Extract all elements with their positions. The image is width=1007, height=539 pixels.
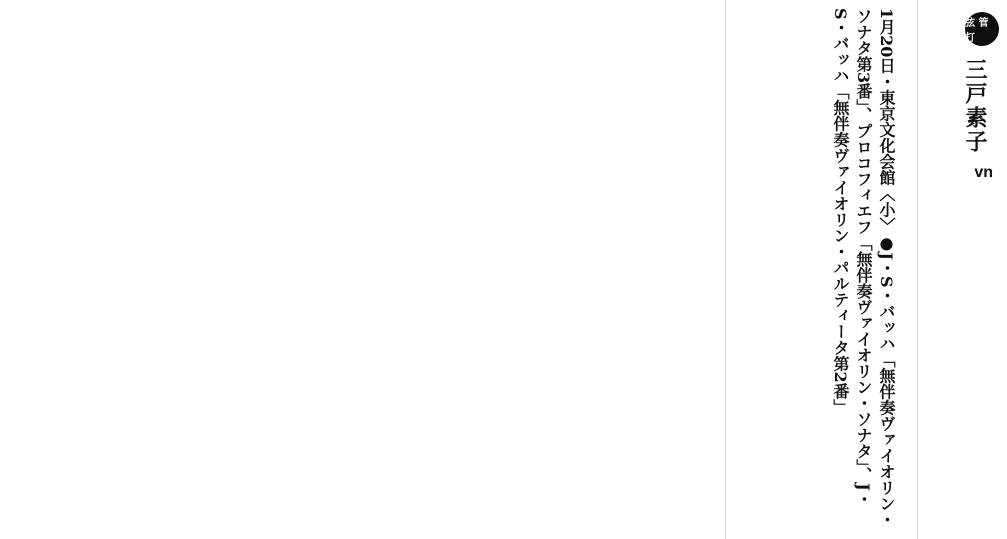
divider-line <box>917 0 918 539</box>
category-badge <box>965 12 999 46</box>
review-left-column <box>0 8 718 531</box>
category-label: 弦 管 打 <box>965 18 989 44</box>
review-header <box>920 0 1007 539</box>
concert-heading: 1月20日・東京文化会館〈小〉●J・S・バッハ「無伴奏ヴァイオリン・ソナタ第3番」、プロコフィエフ「無伴奏ヴァイオリン・ソナタ」、J・S・バッハ「無伴奏ヴァイオリン・パルティータ第2番」 <box>831 8 896 528</box>
performer-role: vn <box>974 164 993 181</box>
performer-name: 三戸素子 <box>962 58 988 154</box>
